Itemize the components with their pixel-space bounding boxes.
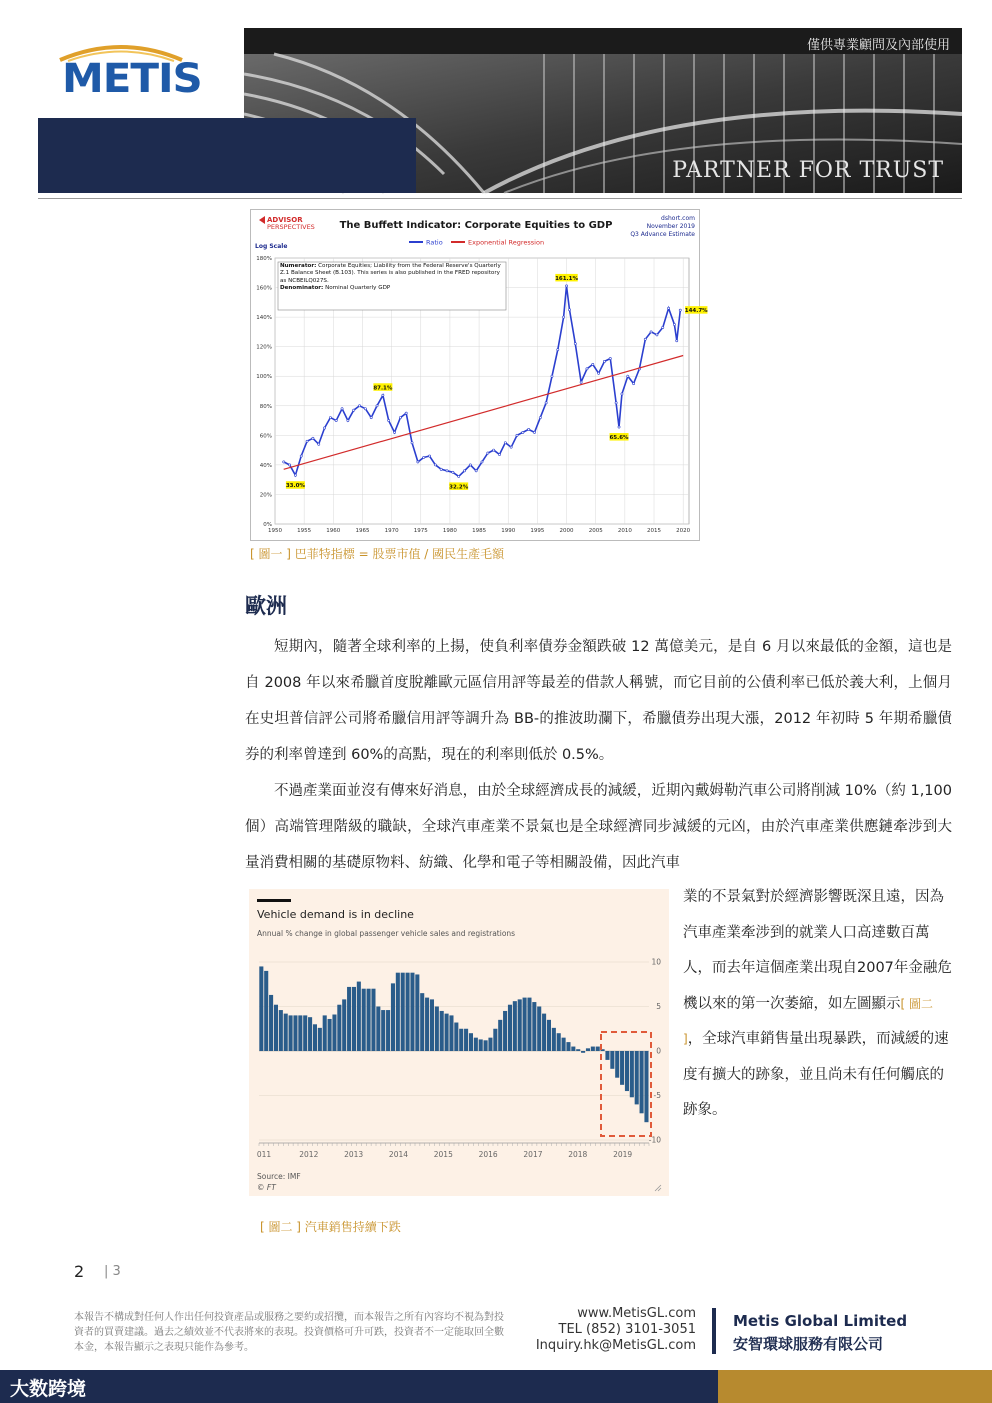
vehicle-demand-bar bbox=[371, 989, 375, 1051]
vehicle-demand-bar bbox=[469, 1033, 473, 1051]
x-tick-label: 1990 bbox=[501, 528, 516, 534]
ratio-point bbox=[627, 375, 629, 377]
chart1-title: The Buffett Indicator: Corporate Equities to GDP bbox=[339, 220, 613, 231]
source-line1: dshort.com bbox=[661, 215, 695, 222]
ratio-point bbox=[580, 381, 582, 383]
y-tick-label: 180% bbox=[256, 256, 272, 262]
ratio-point bbox=[335, 419, 337, 421]
ratio-point bbox=[603, 360, 605, 362]
vehicle-demand-bar bbox=[298, 1015, 302, 1051]
ratio-point bbox=[487, 452, 489, 454]
vehicle-demand-bar bbox=[259, 966, 263, 1051]
vehicle-demand-bar bbox=[406, 973, 410, 1051]
vehicle-demand-bar bbox=[635, 1051, 639, 1104]
vehicle-demand-bar bbox=[313, 1024, 317, 1051]
ratio-point bbox=[504, 442, 506, 444]
y-tick-label: 160% bbox=[256, 285, 272, 292]
footer-navy-strip bbox=[0, 1370, 718, 1403]
vehicle-demand-bar bbox=[445, 1014, 449, 1051]
vehicle-demand-bar bbox=[532, 1002, 536, 1051]
annotation-label: 144.7% bbox=[684, 308, 708, 315]
denominator-text: Nominal Quarterly GDP bbox=[325, 285, 391, 292]
vehicle-demand-bar bbox=[328, 1019, 332, 1051]
source-line2: November 2019 bbox=[646, 223, 695, 230]
x-tick-label: 2015 bbox=[433, 1150, 453, 1159]
vehicle-demand-bar bbox=[644, 1051, 648, 1122]
x-tick-label: 1970 bbox=[384, 528, 399, 534]
company-name-zh: 安智環球服務有限公司 bbox=[733, 1335, 884, 1353]
side-paragraph bbox=[683, 880, 952, 1129]
email-link[interactable]: Inquiry.hk@MetisGL.com bbox=[535, 1338, 696, 1353]
ratio-series-line bbox=[284, 286, 681, 477]
paragraph-1: 短期內，隨著全球利率的上揚，使負利率債券金額跌破 12 萬億美元，是自 6 月以來最低的金額，這也是自 2008 年以來希臘首度脫離歐元區信用評等最差的借款人稱號，而它目前的公債利率已低於義大利，上個月在史坦普信評公司將希臘信用評等調升為 BB-的推波助瀾下，希臘債券出現大漲，2012 年初時 5 年期希臘債券的利率曾達到 60%的高點，現在的利率則低於 0.5%。 bbox=[245, 639, 952, 763]
chart2-bars bbox=[259, 966, 648, 1122]
vehicle-demand-bar bbox=[264, 971, 268, 1051]
figure2-caption: [ 圖二 ] 汽車銷售持續下跌 bbox=[260, 1220, 401, 1234]
vehicle-demand-bar bbox=[620, 1051, 624, 1085]
ratio-point bbox=[382, 394, 384, 396]
ratio-point bbox=[434, 464, 436, 466]
ratio-point bbox=[376, 405, 378, 407]
page-total: | 3 bbox=[104, 1264, 121, 1279]
vehicle-demand-bar bbox=[596, 1047, 600, 1051]
ratio-point bbox=[341, 408, 343, 410]
x-tick-label: 1950 bbox=[268, 528, 282, 534]
vehicle-demand-bar bbox=[396, 973, 400, 1051]
ratio-point bbox=[650, 331, 652, 333]
ratio-point bbox=[621, 393, 623, 395]
disclaimer: 本報告不構成對任何人作出任何投資產品或服務之要約或招攬，而本報告之所有內容均不視為對投資者的買賣建議。過去之績效並不代表將來的表現。投資價格可升可跌，投資者不一定能取回全數本金，本報告顯示之表現只能作為參考。 bbox=[74, 1312, 504, 1353]
x-tick-label: 1960 bbox=[326, 528, 341, 534]
ratio-point bbox=[563, 316, 565, 318]
ratio-point bbox=[592, 363, 594, 365]
vehicle-demand-bar bbox=[484, 1040, 488, 1051]
vehicle-demand-bar bbox=[425, 998, 429, 1051]
ratio-point bbox=[633, 383, 635, 385]
vehicle-demand-bar bbox=[581, 1051, 585, 1053]
paragraph-2: 不過產業面並沒有傳來好消息，由於全球經濟成長的減緩，近期內戴姆勒汽車公司將削減 10%（約 1,100 個）高端管理階級的職缺，全球汽車產業不景氣也是全球經濟同步減緩的元凶，由於汽車產業供應鏈牽涉到大量消費相關的基礎原物料、紡織、化學和電子等相關設備，因此汽車 bbox=[245, 783, 952, 871]
source-line3: Q3 Advance Estimate bbox=[630, 231, 695, 238]
y-tick-label: 60% bbox=[259, 433, 272, 440]
telephone: TEL (852) 3101-3051 bbox=[558, 1322, 696, 1337]
internal-use-note: 僅供專業顧問及內部使用 bbox=[806, 38, 950, 53]
buffett-indicator-figure bbox=[250, 209, 708, 541]
ratio-point bbox=[557, 349, 559, 351]
x-tick-label: 2019 bbox=[613, 1150, 633, 1159]
y-tick-label: 100% bbox=[256, 374, 272, 381]
vehicle-demand-bar bbox=[542, 1014, 546, 1051]
ratio-point bbox=[516, 434, 518, 436]
x-tick-label: 2012 bbox=[299, 1150, 319, 1159]
vehicle-demand-bar bbox=[625, 1051, 629, 1091]
ratio-point bbox=[475, 470, 477, 472]
vehicle-demand-bar bbox=[342, 999, 346, 1051]
numerator-label: Numerator: bbox=[280, 263, 317, 269]
ratio-point bbox=[598, 372, 600, 374]
ratio-point bbox=[312, 437, 314, 439]
ratio-point bbox=[481, 461, 483, 463]
annotation-label: 87.1% bbox=[373, 385, 393, 392]
vehicle-demand-bar bbox=[308, 1017, 312, 1051]
vehicle-demand-bar bbox=[269, 995, 273, 1051]
chart1-y-ticks bbox=[256, 256, 272, 528]
annotation-label: 65.6% bbox=[609, 435, 629, 442]
vehicle-demand-bar bbox=[357, 982, 361, 1051]
vehicle-demand-bar bbox=[537, 1007, 541, 1052]
legend-ratio-label: Ratio bbox=[426, 238, 443, 247]
vehicle-demand-bar bbox=[474, 1038, 478, 1051]
ratio-point bbox=[458, 475, 460, 477]
ratio-point bbox=[498, 453, 500, 455]
vehicle-demand-bar bbox=[591, 1047, 595, 1051]
x-tick-label: 011 bbox=[256, 1150, 272, 1159]
ratio-point bbox=[329, 417, 331, 419]
ratio-point bbox=[417, 461, 419, 463]
vehicle-demand-bar bbox=[479, 1039, 483, 1051]
vehicle-demand-chart bbox=[249, 889, 669, 1196]
chart1-x-ticks bbox=[268, 528, 691, 534]
ratio-point bbox=[370, 417, 372, 419]
ratio-point bbox=[452, 471, 454, 473]
advisor-perspectives-logo-icon bbox=[259, 216, 265, 224]
partner-for-trust-tagline: PARTNER FOR TRUST bbox=[672, 158, 944, 183]
x-tick-label: 2018 bbox=[568, 1150, 588, 1159]
vehicle-demand-bar bbox=[586, 1048, 590, 1051]
y-tick-label: -10 bbox=[648, 1135, 661, 1145]
chart2-subtitle: Annual % change in global passenger vehicle sales and registrations bbox=[257, 929, 516, 938]
section-title: 歐洲 bbox=[245, 594, 287, 618]
y-tick-label: 5 bbox=[656, 1002, 661, 1011]
vehicle-demand-bar bbox=[337, 1005, 341, 1051]
x-tick-label: 1975 bbox=[413, 528, 428, 534]
y-tick-label: 120% bbox=[256, 344, 272, 351]
website-link[interactable]: www.MetisGL.com bbox=[577, 1306, 696, 1321]
ratio-point bbox=[428, 455, 430, 457]
resize-handle-icon bbox=[655, 1185, 661, 1191]
page-number: 2 bbox=[74, 1262, 85, 1281]
ratio-point bbox=[565, 285, 567, 287]
vehicle-demand-bar bbox=[518, 999, 522, 1051]
vehicle-demand-bar bbox=[566, 1042, 570, 1051]
x-tick-label: 1965 bbox=[355, 528, 370, 534]
vehicle-demand-bar bbox=[488, 1038, 492, 1051]
y-tick-label: 20% bbox=[259, 492, 272, 499]
ratio-point bbox=[405, 412, 407, 414]
y-tick-label: 0% bbox=[263, 522, 272, 528]
vehicle-demand-bar bbox=[440, 1011, 444, 1051]
vehicle-demand-bar bbox=[415, 974, 419, 1051]
x-tick-label: 1980 bbox=[442, 528, 457, 534]
buffett-indicator-chart bbox=[251, 210, 708, 540]
logo-wordmark: METIS bbox=[62, 56, 202, 102]
vehicle-demand-bar bbox=[576, 1049, 580, 1051]
vehicle-demand-bar bbox=[274, 1005, 278, 1051]
vehicle-demand-bar bbox=[332, 1015, 336, 1051]
vehicle-demand-bar bbox=[547, 1020, 551, 1051]
vehicle-demand-bar bbox=[367, 989, 371, 1051]
vehicle-demand-bar bbox=[293, 1015, 297, 1051]
vehicle-demand-bar bbox=[503, 1011, 507, 1051]
ratio-point bbox=[533, 431, 535, 433]
vehicle-demand-bar bbox=[557, 1033, 561, 1051]
ratio-point bbox=[423, 456, 425, 458]
ratio-point bbox=[539, 417, 541, 419]
ft-title-bar bbox=[257, 899, 291, 902]
vehicle-demand-bar bbox=[435, 1007, 439, 1052]
vehicle-demand-bar bbox=[279, 1010, 283, 1051]
ratio-point bbox=[679, 309, 681, 311]
y-tick-label: -5 bbox=[653, 1091, 661, 1100]
ratio-point bbox=[388, 419, 390, 421]
y-tick-label: 40% bbox=[259, 462, 272, 469]
ratio-point bbox=[656, 334, 658, 336]
figure2-reference: [ 圖二 ] bbox=[683, 996, 933, 1046]
side-text-part-b: ，全球汽車銷售量出現暴跌，而減緩的速度有擴大的跡象，並且尚未有任何觸底的跡象。 bbox=[683, 1031, 949, 1118]
y-tick-label: 140% bbox=[256, 315, 272, 322]
footer-divider bbox=[712, 1308, 716, 1354]
chart2-source: Source: IMF bbox=[257, 1172, 301, 1181]
ratio-point bbox=[446, 470, 448, 472]
x-tick-label: 2016 bbox=[478, 1150, 498, 1159]
ratio-point bbox=[586, 368, 588, 370]
logo-line1: ADVISOR bbox=[267, 216, 303, 224]
vehicle-demand-bar bbox=[562, 1038, 566, 1051]
company-name-en: Metis Global Limited bbox=[733, 1312, 908, 1330]
ratio-point bbox=[469, 464, 471, 466]
x-tick-label: 1955 bbox=[297, 528, 312, 534]
ratio-point bbox=[399, 417, 401, 419]
logo-line2: PERSPECTIVES bbox=[267, 223, 315, 231]
footer-gold-strip bbox=[718, 1370, 992, 1403]
chart2-x-axis bbox=[257, 1143, 649, 1159]
x-tick-label: 2013 bbox=[344, 1150, 364, 1159]
ratio-point bbox=[673, 323, 675, 325]
ratio-point bbox=[510, 446, 512, 448]
denominator-label: Denominator: bbox=[280, 285, 324, 292]
ratio-point bbox=[551, 375, 553, 377]
ratio-point bbox=[644, 338, 646, 340]
ratio-point bbox=[283, 461, 285, 463]
vehicle-demand-bar bbox=[508, 1005, 512, 1051]
vehicle-demand-bar bbox=[323, 1015, 327, 1051]
vehicle-demand-bar bbox=[527, 998, 531, 1051]
figure1-caption: [ 圖一 ] 巴菲特指標 = 股票市值 / 國民生產毛額 bbox=[250, 547, 505, 561]
ratio-point bbox=[493, 449, 495, 451]
vehicle-demand-bar bbox=[605, 1051, 609, 1060]
header-navy-block bbox=[38, 118, 416, 193]
vehicle-demand-bar bbox=[376, 1007, 380, 1052]
ratio-point bbox=[545, 402, 547, 404]
vehicle-demand-bar bbox=[362, 989, 366, 1051]
annotation-label: 32.2% bbox=[449, 484, 469, 491]
vehicle-demand-bar bbox=[391, 983, 395, 1051]
x-tick-label: 2005 bbox=[588, 528, 603, 534]
x-tick-label: 1985 bbox=[472, 528, 487, 534]
ratio-point bbox=[662, 326, 664, 328]
ratio-point bbox=[353, 409, 355, 411]
vehicle-demand-bar bbox=[347, 987, 351, 1051]
chart2-credit: © FT bbox=[257, 1183, 276, 1192]
vehicle-demand-bar bbox=[610, 1051, 614, 1069]
vehicle-demand-bar bbox=[381, 1010, 385, 1051]
vehicle-demand-bar bbox=[303, 1015, 307, 1051]
ratio-point bbox=[411, 442, 413, 444]
ratio-point bbox=[609, 357, 611, 359]
vehicle-demand-bar bbox=[615, 1051, 619, 1078]
ratio-point bbox=[306, 440, 308, 442]
vehicle-demand-bar bbox=[401, 973, 405, 1051]
ratio-point bbox=[300, 455, 302, 457]
legend-regression-label: Exponential Regression bbox=[468, 238, 545, 247]
vehicle-demand-bar bbox=[449, 1015, 453, 1051]
numerator-text: Corporate Equities; Liability from the Federal Reserve's Quarterly Z.1 Balance Sheet (B.103). This series is also published in the FRED repository as NCBEILQ027S. bbox=[280, 263, 501, 284]
vehicle-demand-bar bbox=[420, 993, 424, 1051]
ratio-point bbox=[358, 405, 360, 407]
vehicle-demand-bar bbox=[386, 1010, 390, 1051]
ratio-point bbox=[440, 468, 442, 470]
ratio-point bbox=[522, 431, 524, 433]
vehicle-demand-bar bbox=[640, 1051, 644, 1113]
ratio-point bbox=[528, 428, 530, 430]
x-tick-label: 2020 bbox=[676, 528, 691, 534]
ratio-point bbox=[618, 426, 620, 428]
vehicle-demand-bar bbox=[352, 987, 356, 1051]
ratio-point bbox=[288, 464, 290, 466]
y-tick-label: 80% bbox=[259, 403, 272, 410]
vehicle-demand-bar bbox=[459, 1029, 463, 1051]
ratio-point bbox=[347, 419, 349, 421]
contact-block bbox=[520, 1306, 696, 1354]
ratio-point bbox=[393, 431, 395, 433]
watermark: 大数跨境 bbox=[10, 1378, 87, 1400]
y-tick-label: 10 bbox=[651, 957, 661, 967]
x-tick-label: 1995 bbox=[530, 528, 545, 534]
x-tick-label: 2015 bbox=[647, 528, 662, 534]
chart2-title: Vehicle demand is in decline bbox=[257, 908, 414, 921]
log-scale-label: Log Scale bbox=[255, 243, 288, 250]
x-tick-label: 2017 bbox=[523, 1150, 543, 1159]
ratio-point bbox=[667, 307, 669, 309]
ratio-point bbox=[463, 470, 465, 472]
vehicle-demand-bar bbox=[630, 1051, 634, 1097]
x-tick-label: 2014 bbox=[388, 1150, 409, 1159]
ratio-point bbox=[615, 402, 617, 404]
vehicle-demand-bar bbox=[571, 1047, 575, 1051]
ratio-point bbox=[294, 474, 296, 476]
y-tick-label: 0 bbox=[656, 1046, 661, 1056]
header-divider bbox=[38, 198, 962, 199]
annotation-label: 33.0% bbox=[285, 483, 305, 490]
vehicle-demand-figure bbox=[249, 889, 669, 1196]
chart2-grid bbox=[259, 962, 649, 1140]
vehicle-demand-bar bbox=[464, 1029, 468, 1051]
vehicle-demand-bar bbox=[493, 1029, 497, 1051]
vehicle-demand-bar bbox=[410, 973, 414, 1051]
x-tick-label: 2010 bbox=[617, 528, 632, 534]
ratio-point bbox=[568, 309, 570, 311]
chart1-series bbox=[283, 285, 684, 478]
ratio-point bbox=[364, 408, 366, 410]
vehicle-demand-bar bbox=[318, 1028, 322, 1051]
ratio-point bbox=[574, 343, 576, 345]
vehicle-demand-bar bbox=[289, 1015, 293, 1051]
annotation-label: 161.1% bbox=[555, 275, 579, 282]
ratio-point bbox=[676, 340, 678, 342]
vehicle-demand-bar bbox=[454, 1023, 458, 1051]
ratio-point bbox=[318, 443, 320, 445]
x-tick-label: 2000 bbox=[559, 528, 574, 534]
vehicle-demand-bar bbox=[552, 1028, 556, 1051]
vehicle-demand-bar bbox=[284, 1014, 288, 1051]
ratio-point bbox=[323, 427, 325, 429]
vehicle-demand-bar bbox=[430, 999, 434, 1051]
vehicle-demand-bar bbox=[523, 998, 527, 1051]
side-text-part-a: 業的不景氣對於經濟影響既深且遠，因為汽車產業牽涉到的就業人口高達數百萬人，而去年這個產業出現自2007年金融危機以來的第一次萎縮，如左圖顯示 bbox=[683, 889, 952, 1012]
vehicle-demand-bar bbox=[498, 1020, 502, 1051]
vehicle-demand-bar bbox=[513, 1001, 517, 1051]
